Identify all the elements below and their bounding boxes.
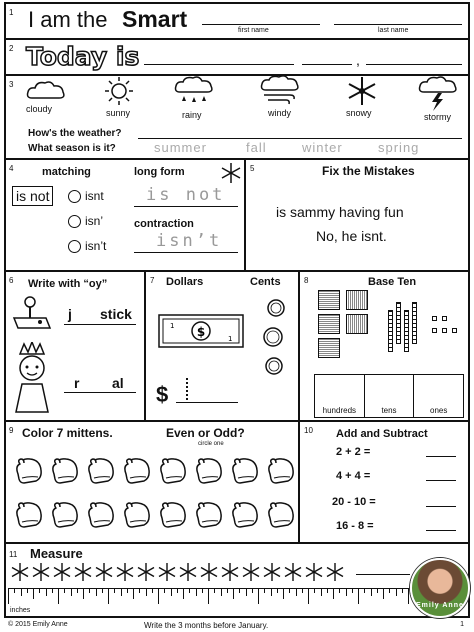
first-name-label: first name xyxy=(238,27,269,34)
tens-column[interactable] xyxy=(365,375,415,417)
ruler-tick xyxy=(402,588,403,593)
answer-line[interactable] xyxy=(426,506,456,507)
section-number: 5 xyxy=(250,164,255,173)
weather-label-rainy: rainy xyxy=(182,110,202,120)
ruler-tick xyxy=(208,588,209,604)
ruler-tick xyxy=(239,588,240,593)
word1-line[interactable] xyxy=(64,324,136,325)
snowflake-icon xyxy=(94,562,114,582)
snowflake-icon xyxy=(31,562,51,582)
column-label: ones xyxy=(430,406,448,415)
ruler-unit-label: inches xyxy=(10,607,31,614)
ruler-tick xyxy=(383,588,384,599)
words-money-row xyxy=(6,272,468,422)
ten-rod xyxy=(388,310,393,352)
answer-line[interactable] xyxy=(426,480,456,481)
even-odd-title: Even or Odd? xyxy=(166,426,245,440)
weather-label-windy: windy xyxy=(268,108,292,118)
measure-answer-line[interactable] xyxy=(356,574,410,575)
mitten-icon[interactable] xyxy=(194,456,224,486)
hundred-block xyxy=(318,290,340,310)
weather-label-cloudy: cloudy xyxy=(26,104,53,114)
long-form-trace: is not xyxy=(146,185,226,205)
radio-circle[interactable] xyxy=(68,240,81,253)
today-row xyxy=(6,40,468,76)
mitten-icon[interactable] xyxy=(86,456,116,486)
option-isn-apos[interactable] xyxy=(68,214,103,228)
svg-text:1: 1 xyxy=(170,322,175,330)
ruler-tick xyxy=(214,588,215,593)
option-label: isn’t xyxy=(85,239,107,253)
measure-row xyxy=(6,544,468,620)
ruler-tick xyxy=(127,588,128,593)
year-line[interactable] xyxy=(366,64,462,65)
ruler-tick xyxy=(364,588,365,593)
radio-circle[interactable] xyxy=(68,190,81,203)
page-number: 1 xyxy=(460,621,464,628)
mittens-math-row xyxy=(6,422,468,544)
season-spring[interactable]: spring xyxy=(378,140,420,155)
section-number: 10 xyxy=(304,426,313,435)
ruler-tick xyxy=(27,588,28,593)
ruler-tick xyxy=(139,588,140,593)
ruler-tick xyxy=(221,588,222,596)
write-oy-title: Write with “oy” xyxy=(28,278,108,290)
mistake-line-1[interactable]: is sammy having fun xyxy=(276,204,404,220)
grammar-row xyxy=(6,160,468,272)
ruler-tick xyxy=(108,588,109,604)
queen-icon xyxy=(10,342,54,414)
ruler-tick xyxy=(83,588,84,599)
mitten-icon[interactable] xyxy=(266,456,296,486)
ones-column[interactable] xyxy=(414,375,463,417)
cloud-icon xyxy=(26,80,66,100)
snowflake-icon xyxy=(199,562,219,582)
section-number: 1 xyxy=(9,8,14,17)
long-form-title: long form xyxy=(134,166,185,178)
dollar-dotted-line xyxy=(186,378,188,400)
rain-cloud-icon xyxy=(174,76,214,108)
ruler-tick xyxy=(352,588,353,593)
word2-line[interactable] xyxy=(64,392,136,393)
section-number: 7 xyxy=(150,276,155,285)
ruler-tick xyxy=(158,588,159,604)
season-fall[interactable]: fall xyxy=(246,140,267,155)
weather-question: How's the weather? xyxy=(28,128,122,139)
weather-label-stormy: stormy xyxy=(424,112,451,122)
header-row xyxy=(6,4,468,40)
divider xyxy=(298,422,300,544)
ten-rod xyxy=(412,302,417,344)
ruler-tick xyxy=(252,588,253,593)
ruler-tick xyxy=(389,588,390,593)
word2-end: al xyxy=(112,375,124,391)
circle-one-label: circle one xyxy=(198,441,224,447)
coin-icon xyxy=(266,298,286,318)
wind-icon xyxy=(260,76,300,106)
season-summer[interactable]: summer xyxy=(154,140,207,155)
contraction-title: contraction xyxy=(134,218,194,230)
ruler-tick xyxy=(283,588,284,599)
ruler-tick xyxy=(102,588,103,593)
word1-start: j xyxy=(68,306,72,322)
section-number: 8 xyxy=(304,276,309,285)
ruler-tick xyxy=(314,588,315,593)
ruler-tick xyxy=(327,588,328,593)
hundred-block xyxy=(318,338,340,358)
snowflake-icon xyxy=(115,562,135,582)
snowflake-icon xyxy=(220,562,240,582)
ruler-tick xyxy=(114,588,115,593)
date-line[interactable] xyxy=(302,64,352,65)
mitten-icon[interactable] xyxy=(14,500,44,530)
mitten-icon[interactable] xyxy=(266,500,296,530)
fix-mistakes-title: Fix the Mistakes xyxy=(322,164,415,178)
ruler xyxy=(8,588,410,618)
ruler-tick xyxy=(171,588,172,596)
math-problem: 4 + 4 = xyxy=(336,470,371,482)
contraction-trace: isn’t xyxy=(156,231,223,251)
answer-line[interactable] xyxy=(426,530,456,531)
snowflake-icon xyxy=(262,562,282,582)
ruler-tick xyxy=(64,588,65,593)
ruler-tick xyxy=(246,588,247,596)
column-label: tens xyxy=(381,406,397,415)
ruler-tick xyxy=(33,588,34,599)
title-prefix: I am the xyxy=(28,7,108,32)
measure-title: Measure xyxy=(30,546,83,561)
ruler-tick xyxy=(196,588,197,596)
ruler-tick xyxy=(308,588,309,604)
math-problem: 20 - 10 = xyxy=(332,496,376,508)
coin-icon xyxy=(262,326,284,348)
coin-icon xyxy=(264,356,284,376)
snowflake-icon xyxy=(304,562,324,582)
ruler-tick xyxy=(264,588,265,593)
weather-label-snowy: snowy xyxy=(346,108,372,118)
radio-circle[interactable] xyxy=(68,215,81,228)
mitten-icon[interactable] xyxy=(14,456,44,486)
snowflake-icon xyxy=(136,562,156,582)
ruler-tick xyxy=(339,588,340,593)
last-name-label: last name xyxy=(378,27,409,34)
ruler-tick xyxy=(133,588,134,599)
svg-text:$: $ xyxy=(196,325,206,339)
day-line[interactable] xyxy=(144,64,294,65)
snowflake-icon xyxy=(283,562,303,582)
avatar-watermark: Emily Anne xyxy=(416,602,464,609)
one-cube xyxy=(442,328,447,333)
title-bold: Smart xyxy=(122,6,188,32)
dollar-bill-icon xyxy=(158,314,244,348)
mitten-icon[interactable] xyxy=(122,456,152,486)
divider xyxy=(244,160,246,272)
ten-rod xyxy=(396,302,401,344)
mitten-icon[interactable] xyxy=(158,456,188,486)
footer xyxy=(4,619,470,631)
hundreds-column[interactable] xyxy=(315,375,365,417)
mitten-icon[interactable] xyxy=(230,500,260,530)
ruler-tick xyxy=(302,588,303,593)
column-label: hundreds xyxy=(322,406,357,415)
season-winter[interactable]: winter xyxy=(302,140,343,155)
mitten-icon[interactable] xyxy=(86,500,116,530)
ruler-tick xyxy=(121,588,122,596)
one-cube xyxy=(432,328,437,333)
section-number: 9 xyxy=(9,426,14,435)
ruler-tick xyxy=(21,588,22,596)
ruler-tick xyxy=(8,588,9,604)
option-isnt[interactable] xyxy=(68,189,104,203)
storm-cloud-icon xyxy=(418,76,458,112)
snowflake-icon xyxy=(220,162,242,184)
section-number: 3 xyxy=(9,80,14,89)
mistake-line-2[interactable]: No, he isnt. xyxy=(316,228,387,244)
sun-icon xyxy=(102,76,136,106)
weather-answer-line[interactable] xyxy=(138,138,462,139)
section-number: 2 xyxy=(9,44,14,53)
ten-rod xyxy=(404,310,409,352)
word1-end: stick xyxy=(100,306,132,322)
ruler-tick xyxy=(177,588,178,593)
ruler-tick xyxy=(14,588,15,593)
snowflake-icon xyxy=(73,562,93,582)
word2-start: r xyxy=(74,375,80,391)
last-name-line[interactable] xyxy=(334,24,462,25)
section-number: 6 xyxy=(9,276,14,285)
money-answer-line[interactable] xyxy=(176,402,238,403)
matching-title: matching xyxy=(42,166,91,178)
ruler-tick xyxy=(89,588,90,593)
worksheet-frame xyxy=(4,2,470,618)
ruler-tick xyxy=(77,588,78,593)
long-form-line[interactable] xyxy=(134,206,238,207)
svg-text:1: 1 xyxy=(228,335,233,343)
base-ten-title: Base Ten xyxy=(368,276,417,288)
weather-row xyxy=(6,76,468,160)
mitten-icon[interactable] xyxy=(158,500,188,530)
contraction-line[interactable] xyxy=(134,252,238,253)
option-label: isn’ xyxy=(85,214,104,228)
ruler-tick xyxy=(396,588,397,596)
ruler-tick xyxy=(202,588,203,593)
one-cube xyxy=(442,316,447,321)
place-value-table xyxy=(314,374,464,418)
ruler-tick xyxy=(58,588,59,604)
dollars-title: Dollars xyxy=(166,276,204,288)
snowflake-icon xyxy=(241,562,261,582)
today-title: Today is xyxy=(26,42,140,71)
first-name-line[interactable] xyxy=(202,24,320,25)
avatar xyxy=(410,558,470,618)
snowflake-icon xyxy=(10,562,30,582)
ruler-tick xyxy=(333,588,334,599)
add-subtract-title: Add and Subtract xyxy=(336,428,428,440)
ruler-tick xyxy=(371,588,372,596)
ruler-tick xyxy=(189,588,190,593)
answer-line[interactable] xyxy=(426,456,456,457)
mitten-icon[interactable] xyxy=(50,456,80,486)
ruler-tick xyxy=(146,588,147,596)
section-number: 11 xyxy=(9,550,18,559)
date-comma: , xyxy=(356,52,360,68)
copyright: © 2015 Emily Anne xyxy=(8,621,68,628)
divider xyxy=(144,272,146,422)
hundred-block xyxy=(346,314,368,334)
snowflake-strip xyxy=(10,562,410,584)
ruler-tick xyxy=(164,588,165,593)
boxed-word: is not xyxy=(12,186,53,206)
option-isn-t[interactable] xyxy=(68,239,106,253)
mitten-icon[interactable] xyxy=(50,500,80,530)
snowflake-icon xyxy=(325,562,345,582)
ruler-tick xyxy=(271,588,272,596)
divider xyxy=(298,272,300,422)
one-cube xyxy=(452,328,457,333)
ruler-tick xyxy=(152,588,153,593)
ruler-tick xyxy=(277,588,278,593)
math-problem: 16 - 8 = xyxy=(336,520,374,532)
option-label: isnt xyxy=(85,189,104,203)
mitten-icon[interactable] xyxy=(230,456,260,486)
weather-label-sunny: sunny xyxy=(106,108,131,118)
hundred-block xyxy=(318,314,340,334)
ruler-tick xyxy=(71,588,72,596)
snowflake-icon xyxy=(178,562,198,582)
snowflake-icon xyxy=(157,562,177,582)
ruler-tick xyxy=(346,588,347,596)
ruler-tick xyxy=(96,588,97,596)
ruler-tick xyxy=(46,588,47,596)
one-cube xyxy=(432,316,437,321)
section-number: 4 xyxy=(9,164,14,173)
ruler-tick xyxy=(39,588,40,593)
ruler-tick xyxy=(408,588,409,604)
season-question: What season is it? xyxy=(28,143,116,154)
ruler-tick xyxy=(358,588,359,604)
math-problem: 2 + 2 = xyxy=(336,446,371,458)
footer-prompt: Write the 3 months before January. xyxy=(144,621,269,630)
joystick-icon xyxy=(10,294,54,334)
ruler-tick xyxy=(258,588,259,604)
mitten-icon[interactable] xyxy=(122,500,152,530)
ruler-tick xyxy=(321,588,322,596)
mitten-icon[interactable] xyxy=(194,500,224,530)
ruler-tick xyxy=(233,588,234,599)
ruler-tick xyxy=(227,588,228,593)
ruler-tick xyxy=(377,588,378,593)
ruler-tick xyxy=(289,588,290,593)
ruler-tick xyxy=(183,588,184,599)
cents-title: Cents xyxy=(250,276,281,288)
color-mittens-title: Color 7 mittens. xyxy=(22,426,113,440)
ruler-tick xyxy=(296,588,297,596)
ruler-tick xyxy=(52,588,53,593)
snowflake-icon xyxy=(52,562,72,582)
dollar-sign: $ xyxy=(156,382,169,407)
snowflake-icon xyxy=(346,76,378,106)
hundred-block xyxy=(346,290,368,310)
